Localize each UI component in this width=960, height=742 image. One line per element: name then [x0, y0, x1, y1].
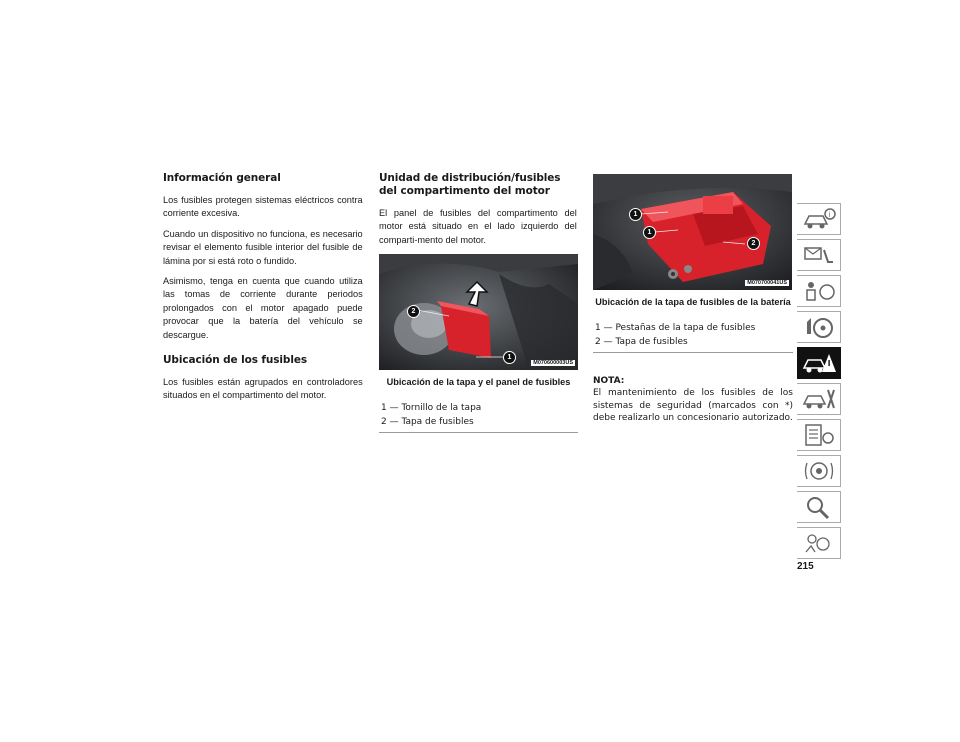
figure-caption: Ubicación de la tapa de fusibles de la batería — [595, 297, 791, 307]
figure-code: M070600003US — [533, 360, 573, 367]
column-engine-fuses — [379, 172, 578, 433]
language-icon — [801, 530, 837, 556]
callout-2: 2 — [747, 237, 760, 250]
battery-fuse-illustration — [593, 174, 792, 290]
heading-engine-fuses: Unidad de distribución/fusibles del compartimento del motor — [379, 172, 561, 197]
tab-steering-wheel[interactable] — [797, 311, 841, 343]
figure-code: M070700041US — [747, 280, 787, 286]
legend-item: 1 — Tornillo de la tapa — [381, 403, 482, 414]
note-title: NOTA: — [593, 376, 625, 386]
heading-general-info: Información general — [163, 172, 281, 184]
tab-search-index[interactable] — [797, 491, 841, 523]
tab-seatbelt-airbag[interactable] — [797, 275, 841, 307]
figure-legend — [593, 321, 793, 353]
legend-item: 2 — Tapa de fusibles — [381, 417, 474, 428]
battery-fuse-cover-photo — [593, 174, 792, 290]
tab-car-service[interactable] — [797, 383, 841, 415]
paragraph: Los fusibles están agrupados en controladores situados en el compartimento del motor. — [163, 377, 363, 402]
callout-1: 1 — [629, 208, 642, 221]
paragraph: El panel de fusibles del compartimento del motor está situado en el lado izquierdo del comparti-mento del motor. — [379, 208, 577, 246]
car-info-icon — [801, 206, 837, 232]
tab-specifications[interactable] — [797, 419, 841, 451]
tab-roadside-warning[interactable] — [797, 347, 841, 379]
steering-wheel-icon — [801, 314, 837, 340]
column-battery-fuses — [593, 174, 793, 425]
car-service-icon — [801, 386, 837, 412]
paragraph: Los fusibles protegen sistemas eléctricos contra corriente excesiva. — [163, 195, 363, 220]
callout-1: 1 — [643, 226, 656, 239]
svg-text:i: i — [828, 211, 831, 219]
specifications-icon — [801, 422, 837, 448]
figure-caption: Ubicación de la tapa y el panel de fusibles — [386, 377, 571, 388]
page-number: 215 — [797, 561, 814, 572]
paragraph: Asimismo, tenga en cuenta que cuando utiliza las tomas de corriente durante periodos prolongados con el motor apagado puede provocar que la batería del vehículo se descargue. — [163, 276, 363, 341]
engine-fuse-panel-photo — [379, 254, 578, 370]
seatbelt-airbag-icon — [801, 278, 837, 304]
note-text: El mantenimiento de los fusibles de los sistemas de seguridad (marcados con *) debe realizarlo un concesionario autorizado. — [593, 388, 793, 423]
chapter-tabs — [797, 203, 841, 563]
column-general-info — [163, 172, 363, 410]
callout-2: 2 — [407, 305, 420, 318]
tab-mail-seat[interactable] — [797, 239, 841, 271]
figure-legend — [379, 401, 578, 433]
heading-fuse-location: Ubicación de los fusibles — [163, 354, 308, 367]
multimedia-icon — [801, 458, 837, 484]
paragraph: Cuando un dispositivo no funciona, es necesario revisar el elemento fusible interior del fusible de lámina por si está roto o fundido. — [163, 228, 363, 267]
legend-item: 2 — Tapa de fusibles — [595, 337, 688, 347]
callout-1: 1 — [503, 351, 516, 364]
roadside-warning-icon — [801, 350, 837, 376]
tab-language[interactable] — [797, 527, 841, 559]
mail-seat-icon — [801, 242, 837, 268]
tab-multimedia[interactable] — [797, 455, 841, 487]
legend-item: 1 — Pestañas de la tapa de fusibles — [595, 323, 756, 333]
tab-car-info[interactable] — [797, 203, 841, 235]
search-index-icon — [801, 494, 837, 520]
